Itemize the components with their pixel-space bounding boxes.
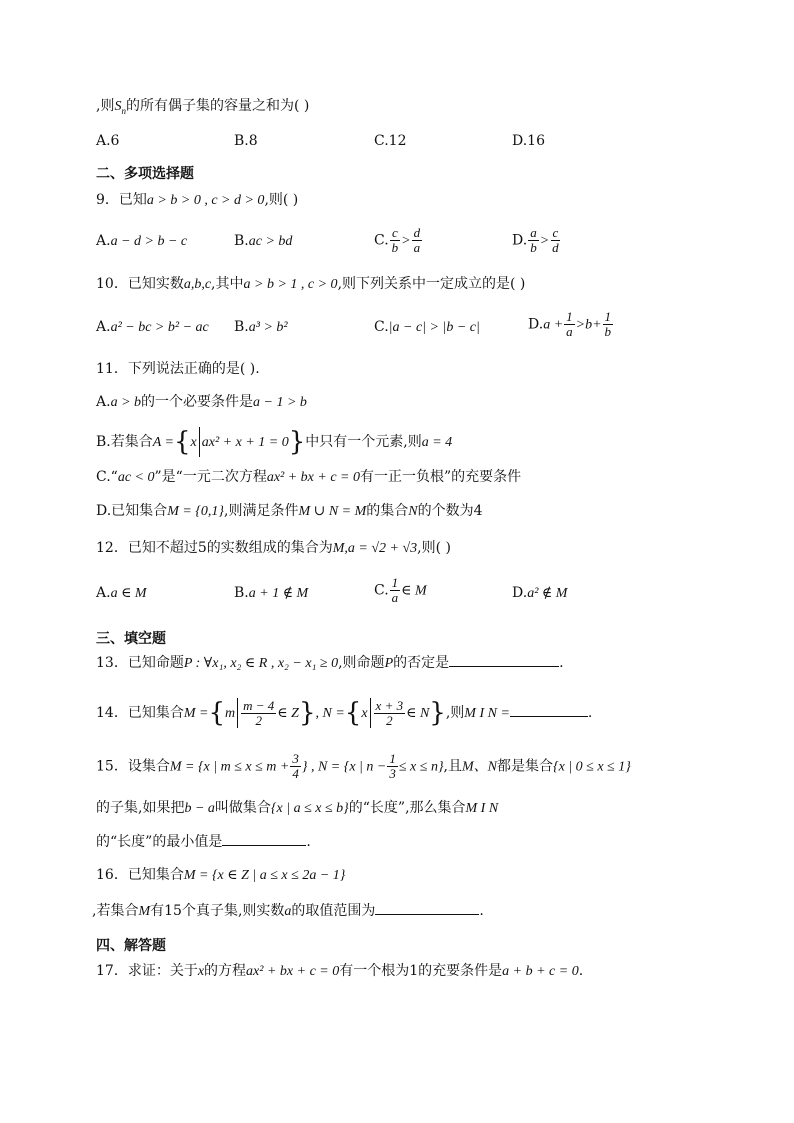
fraction: $\frac{1}{a}$ xyxy=(391,575,399,605)
q10-stem: 10．已知实数a,b,c,其中a > b > 1 , c > 0,则下列关系中一定成立的是( ) xyxy=(96,276,526,292)
q11-option-c: C.“ac < 0”是“一元二次方程ax² + bx + c = 0有一正一负根”的充要条件 xyxy=(96,469,522,485)
q11-option-a: A.a > b的一个必要条件是a − 1 > b xyxy=(96,394,307,410)
q8-option-c: C.12 xyxy=(374,133,407,149)
q15-line-2: 的子集,如果把b − a叫做集合{x | a ≤ x ≤ b}的“长度”,那么集合M I N xyxy=(96,800,499,816)
fraction: $\frac{d}{a}$ xyxy=(413,225,421,255)
q11-stem: 11．下列说法正确的是( ). xyxy=(96,361,260,377)
q10-option-d: D.a + $\frac{1}{a}$ >b+ $\frac{1}{b}$ xyxy=(528,309,612,339)
section-heading-fill-in: 三、填空题 xyxy=(96,631,166,647)
answer-blank[interactable] xyxy=(222,831,306,846)
fraction: $\frac{c}{d}$ xyxy=(552,225,559,255)
q10-option-b: B.a³ > b² xyxy=(234,319,288,335)
answer-blank[interactable] xyxy=(510,702,588,717)
q15-stem: 15．设集合M = {x | m ≤ x ≤ m + $\frac{3}{4}$ } , N = {x | n − $\frac{1}{3}$ ≤ x ≤ n},且M、N都是集合{x | 0 ≤ x ≤ 1} xyxy=(96,751,631,781)
q10-option-c: C.|a − c| > |b − c| xyxy=(374,319,480,335)
q16-line-2: ,若集合M有15个真子集,则实数a的取值范围为 . xyxy=(92,900,484,923)
q15-line-3: 的“长度”的最小值是 . xyxy=(96,831,311,853)
q14-stem: 14．已知集合M ={m $\frac{m - 4}{2}$ ∈ Z}, N ={x $\frac{x + 3}{2}$ ∈ N},则M I N = . xyxy=(96,697,593,728)
fraction: $\frac{c}{b}$ xyxy=(391,225,399,255)
q17-stem: 17．求证：关于x的方程ax² + bx + c = 0有一个根为1的充要条件是a + b + c = 0. xyxy=(96,963,584,979)
q11-option-b: B.若集合A ={x ax² + x + 1 = 0}中只有一个元素,则a = 4 xyxy=(96,427,453,457)
q12-option-d: D.a² ∉ M xyxy=(512,585,568,601)
q12-option-a: A.a ∈ M xyxy=(96,585,147,601)
fraction: $\frac{1}{a}$ xyxy=(566,309,573,339)
answer-blank[interactable] xyxy=(375,900,479,915)
fraction: $\frac{1}{b}$ xyxy=(604,309,612,339)
q10-option-a: A.a² − bc > b² − ac xyxy=(96,319,209,335)
answer-blank[interactable] xyxy=(449,652,559,667)
q16-stem: 16．已知集合M = {x ∈ Z | a ≤ x ≤ 2a − 1} xyxy=(96,867,346,883)
q11-option-d: D.已知集合M = {0,1},则满足条件M ∪ N = M的集合N的个数为4 xyxy=(96,503,483,519)
q8-option-b: B.8 xyxy=(234,133,258,149)
q12-option-b: B.a + 1 ∉ M xyxy=(234,585,309,601)
q9-stem: 9．已知a > b > 0 , c > d > 0,则( ) xyxy=(96,192,299,208)
q9-option-a: A.a − d > b − c xyxy=(96,233,188,249)
fraction: $\frac{m - 4}{2}$ xyxy=(243,697,275,728)
fraction: $\frac{a}{b}$ xyxy=(530,225,537,255)
fraction: $\frac{3}{4}$ xyxy=(292,751,299,781)
q12-stem: 12．已知不超过5的实数组成的集合为M,a = √2 + √3,则( ) xyxy=(96,540,451,556)
q13-stem: 13．已知命题P : ∀x₁, x₂ ∈ R , x₂ − x₁ ≥ 0,则命题P的否定是 . xyxy=(96,652,564,675)
q9-option-b: B.ac > bd xyxy=(234,233,293,249)
section-heading-solutions: 四、解答题 xyxy=(96,938,166,954)
fraction: $\frac{1}{3}$ xyxy=(389,751,396,781)
section-heading-multiple-choice: 二、多项选择题 xyxy=(96,166,194,182)
q9-option-c: C. $\frac{c}{b}$ > $\frac{d}{a}$ xyxy=(374,225,421,255)
q12-option-c: C. $\frac{1}{a}$ ∈ M xyxy=(374,575,427,605)
fraction: $\frac{x + 3}{2}$ xyxy=(375,697,404,728)
q8-option-a: A.6 xyxy=(96,133,120,149)
q8-option-d: D.16 xyxy=(512,133,545,149)
q8-stem-tail: ,则$S_n$的所有偶子集的容量之和为( ) xyxy=(96,98,310,116)
q9-option-d: D. $\frac{a}{b}$ > $\frac{c}{d}$ xyxy=(512,225,559,255)
